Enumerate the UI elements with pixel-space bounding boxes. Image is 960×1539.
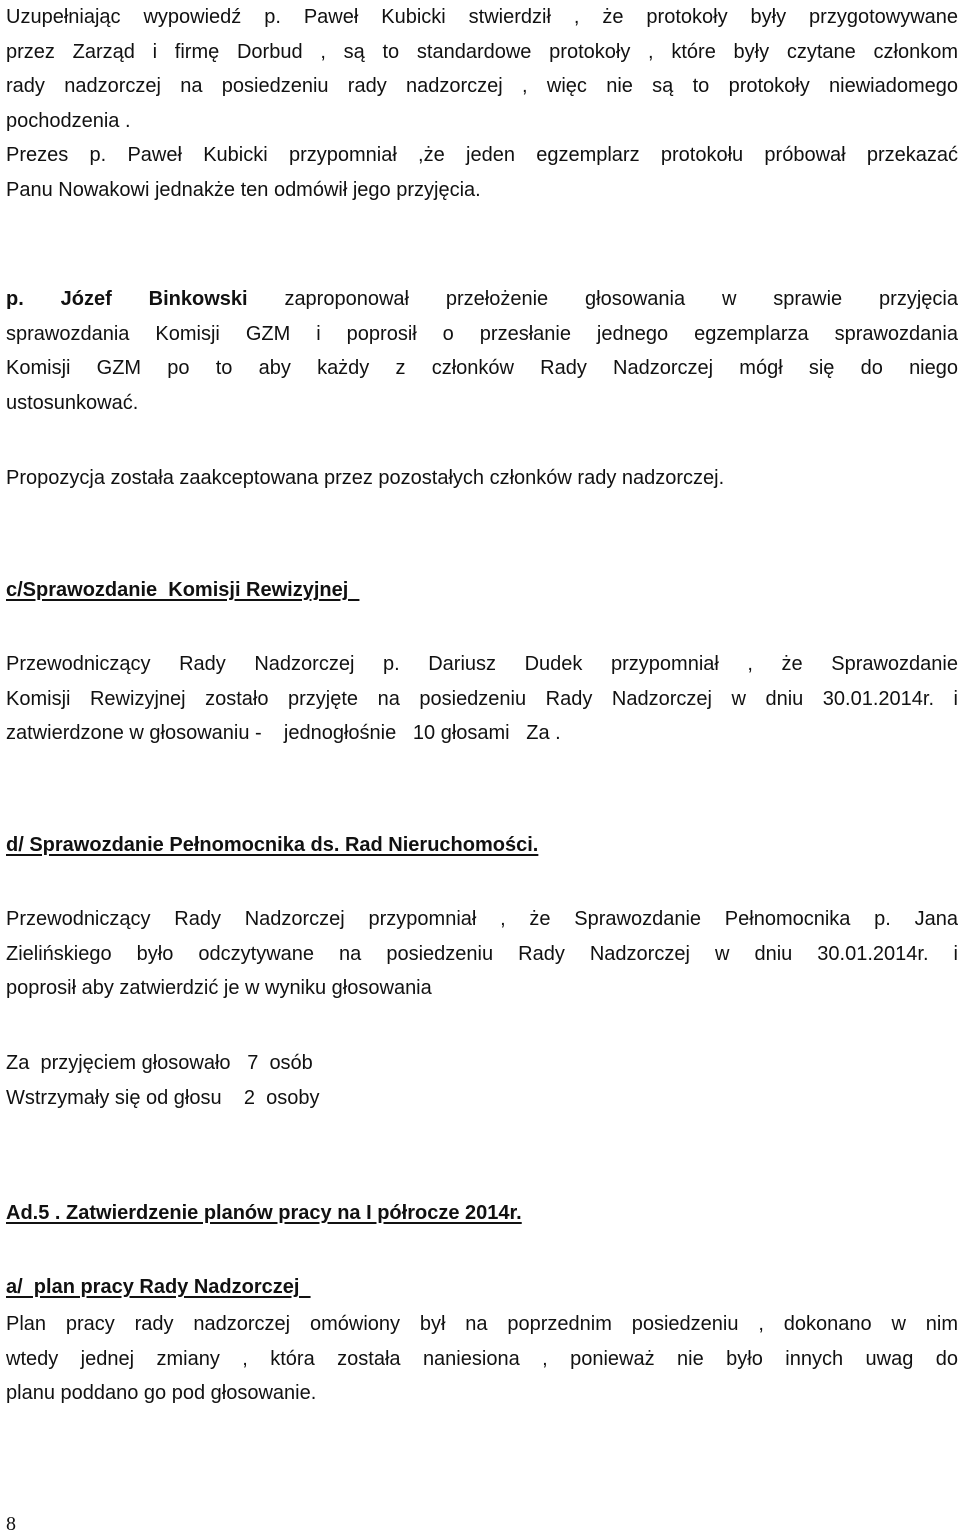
paragraph-audit-report: [6, 647, 958, 751]
text-line: pochodzenia .: [6, 109, 131, 132]
text-line: Uzupełniając wypowiedź p. Paweł Kubicki stwierdził , że protokoły były przygotowywane: [6, 6, 958, 28]
paragraph-plenipotentiary-report: [6, 902, 958, 1006]
text-line: rady nadzorczej na posiedzeniu rady nadzorczej , więc nie są to protokoły niewiadomego: [6, 75, 958, 97]
section-heading-plenipotentiary: [6, 828, 958, 863]
text-line: [6, 282, 958, 317]
vote-results: [6, 1046, 958, 1115]
paragraph-kubicki-statement: [6, 0, 958, 138]
text-line: Prezes p. Paweł Kubicki przypomniał ,że jeden egzemplarz protokołu próbował przekazać: [6, 144, 958, 166]
text-line: ustosunkować.: [6, 391, 139, 414]
paragraph-binkowski-proposal: [6, 282, 958, 420]
section-heading-work-plans: [6, 1196, 958, 1231]
text-line: Komisji GZM po to aby każdy z członków Rady Nadzorczej mógł się do niego: [6, 357, 958, 379]
page-number: 8: [6, 1513, 16, 1535]
text-fragment: zaproponował przełożenie głosowania w sprawie przyjęcia: [284, 288, 958, 310]
text-line: planu poddano go pod głosowanie.: [6, 1382, 317, 1404]
text-line: wtedy jednej zmiany , która została naniesiona , ponieważ nie było innych uwag do: [6, 1347, 958, 1370]
vote-for-line: Za przyjęciem głosowało 7 osób: [6, 1052, 313, 1074]
heading-text: c/Sprawozdanie Komisji Rewizyjnej: [6, 579, 360, 601]
text-line: przez Zarząd i firmę Dorbud , są to standardowe protokoły , które były czytane członkom: [6, 40, 958, 63]
speaker-name: p. Józef Binkowski: [6, 288, 248, 310]
text-line: Panu Nowakowi jednakże ten odmówił jego przyjęcia.: [6, 178, 481, 201]
paragraph-protocol-handover: [6, 138, 958, 207]
text-line: Propozycja została zaakceptowana przez pozostałych członków rady nadzorczej.: [6, 467, 725, 489]
text-line: Przewodniczący Rady Nadzorczej przypomniał , że Sprawozdanie Pełnomocnika p. Jana: [6, 908, 958, 930]
vote-abstain-line: Wstrzymały się od głosu 2 osoby: [6, 1086, 320, 1109]
section-heading-audit-committee: [6, 573, 958, 608]
text-line: Komisji Rewizyjnej zostało przyjęte na posiedzeniu Rady Nadzorczej w dniu 30.01.2014r. i: [6, 687, 958, 710]
text-line: sprawozdania Komisji GZM i poprosił o przesłanie jednego egzemplarza sprawozdania: [6, 322, 958, 345]
heading-text: d/ Sprawozdanie Pełnomocnika ds. Rad Nieruchomości.: [6, 834, 539, 856]
text-line: poprosił aby zatwierdzić je w wyniku głosowania: [6, 977, 432, 999]
paragraph-board-plan: [6, 1307, 958, 1411]
text-line: Przewodniczący Rady Nadzorczej p. Dariusz Dudek przypomniał , że Sprawozdanie: [6, 653, 958, 675]
heading-text: a/ plan pracy Rady Nadzorczej: [6, 1276, 311, 1298]
text-line: Zielińskiego było odczytywane na posiedzeniu Rady Nadzorczej w dniu 30.01.2014r. i: [6, 942, 958, 965]
heading-text: Ad.5 . Zatwierdzenie planów pracy na I półrocze 2014r.: [6, 1202, 522, 1224]
text-line: Plan pracy rady nadzorczej omówiony był na poprzednim posiedzeniu , dokonano w nim: [6, 1313, 958, 1335]
paragraph-proposal-accepted: [6, 461, 958, 496]
section-heading-board-plan: [6, 1270, 958, 1305]
text-line: zatwierdzone w głosowaniu - jednogłośnie 10 głosami Za .: [6, 722, 561, 744]
